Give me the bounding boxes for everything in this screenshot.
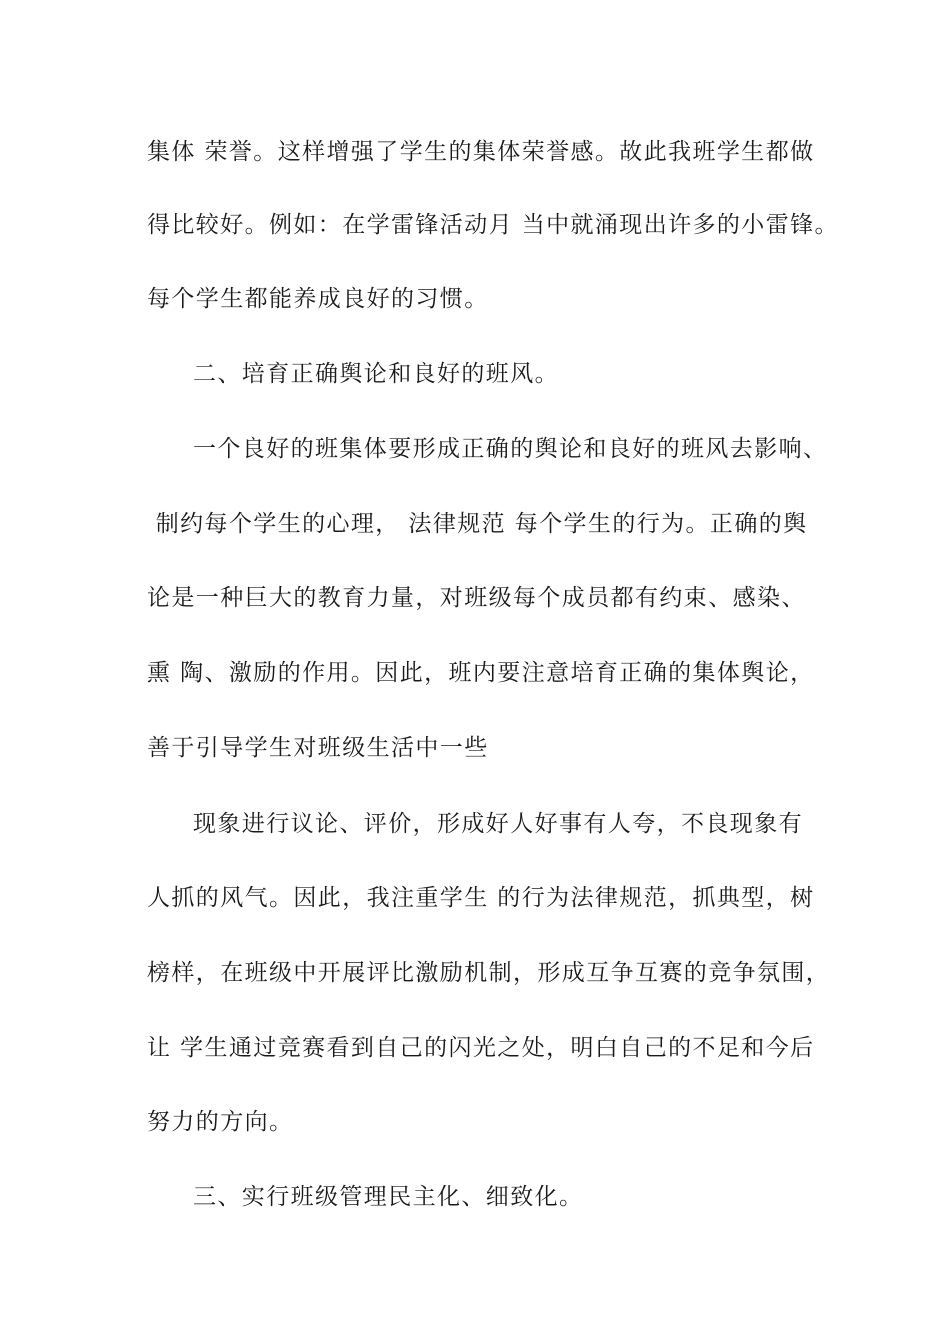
text-line: 论是一种巨大的教育力量，对班级每个成员都有约束、感染、 [147,585,806,611]
text-line: 制约每个学生的心理， 法律规范 每个学生的行为。正确的舆 [147,511,808,537]
text-line: 集体 荣誉。这样增强了学生的集体荣誉感。故此我班学生都做 [147,139,815,165]
text-line: 熏 陶、激励的作用。因此，班内要注意培育正确的集体舆论， [147,660,815,686]
section-heading: 三、实行班级管理民主化、细致化。 [193,1184,584,1210]
text-line: 一个良好的班集体要形成正确的舆论和良好的班风去影响、 [193,436,828,462]
text-line: 现象进行议论、评价，形成好人好事有人夸，不良现象有 [193,811,803,837]
text-line: 人抓的风气。因此，我注重学生 的行为法律规范，抓典型，树 [147,885,815,911]
text-line: 得比较好。例如：在学雷锋活动月 当中就涌现出许多的小雷锋。 [147,212,839,238]
text-line: 榜样，在班级中开展评比激励机制，形成互争互赛的竞争氛围， [147,960,831,986]
text-line: 让 学生通过竞赛看到自己的闪光之处，明白自己的不足和今后 [147,1035,815,1061]
text-line: 努力的方向。 [147,1109,294,1135]
text-line: 善于引导学生对班级生活中一些 [147,735,489,761]
section-heading: 二、培育正确舆论和良好的班风。 [193,361,559,387]
text-line: 每个学生都能养成良好的习惯。 [147,286,489,312]
